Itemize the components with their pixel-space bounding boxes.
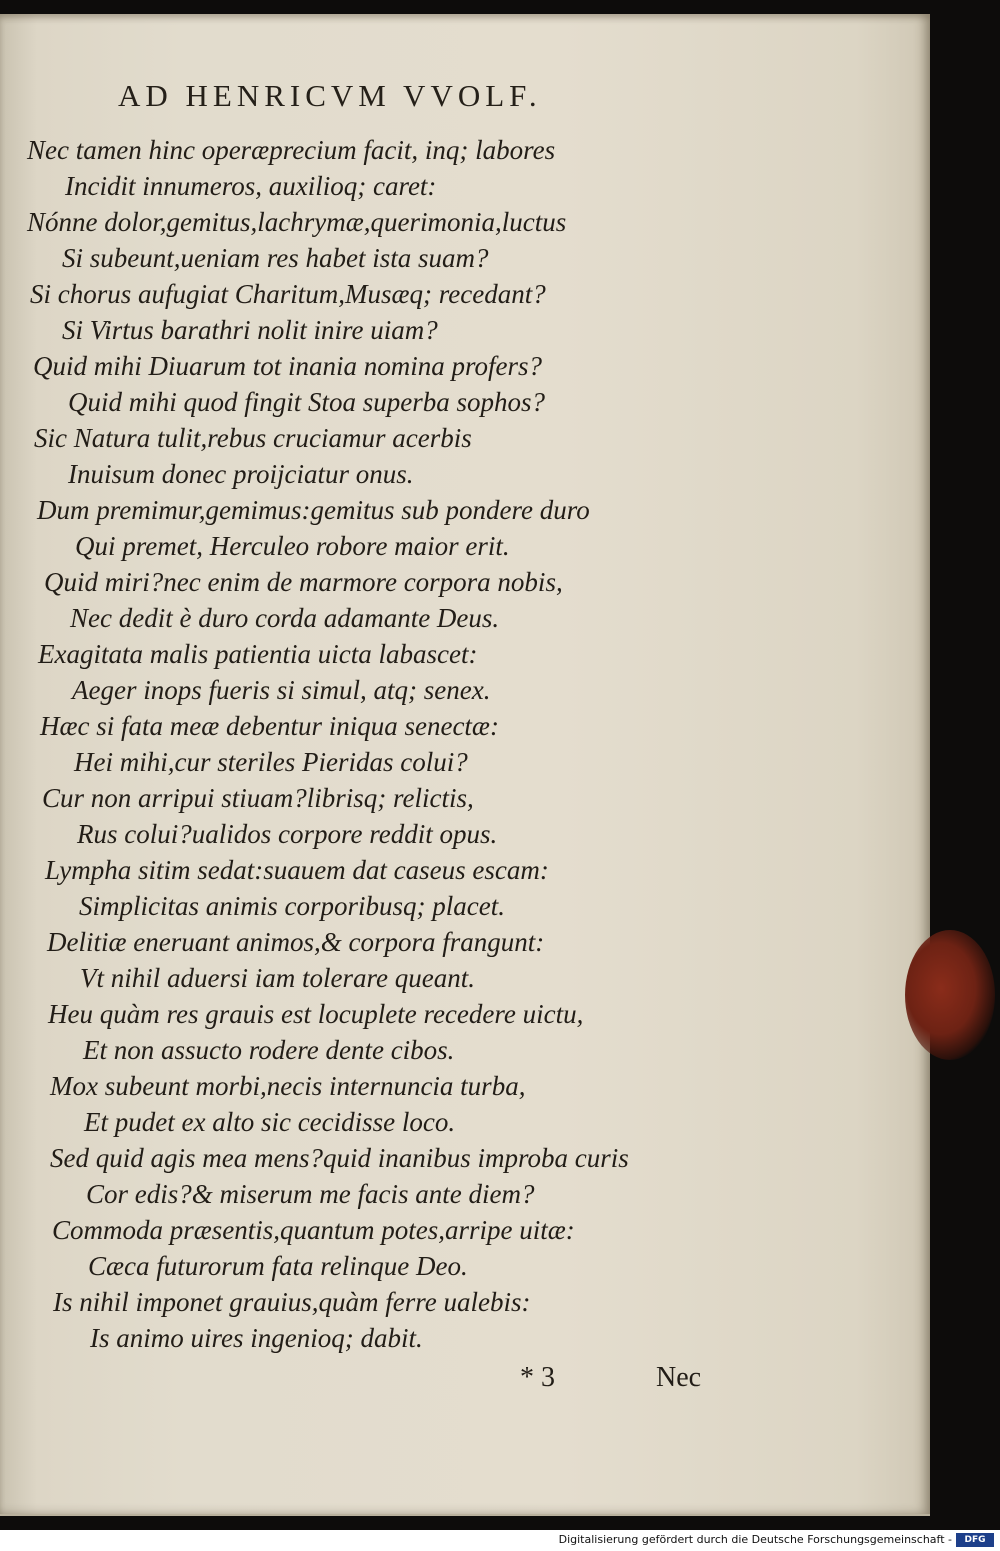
verse-line: Heu quàm res grauis est locuplete recedere uictu, — [48, 999, 584, 1029]
verse-line: Cæca futurorum fata relinque Deo. — [88, 1251, 468, 1281]
verse-line: Nec dedit è duro corda adamante Deus. — [70, 603, 500, 633]
verse-line: Incidit innumeros, auxilioq; caret: — [65, 171, 437, 201]
verse-line: Mox subeunt morbi,necis internuncia turba, — [50, 1071, 526, 1101]
verse-line: Commoda præsentis,quantum potes,arripe uitæ: — [52, 1215, 575, 1245]
dfg-logo: DFG — [956, 1533, 994, 1547]
verse-line: Et pudet ex alto sic cecidisse loco. — [84, 1107, 456, 1137]
running-title: AD HENRICVM VVOLF. — [118, 78, 542, 113]
verse-line: Et non assucto rodere dente cibos. — [83, 1035, 455, 1065]
verse-line: Cor edis?& miserum me facis ante diem? — [86, 1179, 535, 1209]
verse-line: Is nihil imponet grauius,quàm ferre ualebis: — [53, 1287, 531, 1317]
verse-line: Sic Natura tulit,rebus cruciamur acerbis — [34, 423, 472, 453]
funding-credit: Digitalisierung gefördert durch die Deutsche Forschungsgemeinschaft - — [558, 1533, 952, 1546]
verse-line: Sed quid agis mea mens?quid inanibus improba curis — [50, 1143, 629, 1173]
verse-line: Qui premet, Herculeo robore maior erit. — [75, 531, 510, 561]
verse-line: Inuisum donec proijciatur onus. — [68, 459, 414, 489]
verse-line: Quid mihi quod fingit Stoa superba sophos? — [68, 387, 546, 417]
verse-line: Hei mihi,cur steriles Pieridas colui? — [74, 747, 468, 777]
verse-line: Hæc si fata meæ debentur iniqua senectæ: — [40, 711, 499, 741]
signature-mark: * 3 — [520, 1362, 555, 1393]
verse-line: Exagitata malis patientia uicta labascet: — [38, 639, 478, 669]
verse-line: Quid miri?nec enim de marmore corpora nobis, — [44, 567, 563, 597]
verse-line: Aeger inops fueris si simul, atq; senex. — [72, 675, 491, 705]
page-stain — [905, 930, 995, 1060]
verse-line: Quid mihi Diuarum tot inania nomina profers? — [33, 351, 543, 381]
verse-line: Cur non arripui stiuam?librisq; relictis, — [42, 783, 474, 813]
verse-line: Delitiæ eneruant animos,& corpora frangunt: — [47, 927, 545, 957]
verse-line: Vt nihil aduersi iam tolerare queant. — [80, 963, 475, 993]
verse-line: Simplicitas animis corporibusq; placet. — [79, 891, 505, 921]
verse-line: Nec tamen hinc operæprecium facit, inq; labores — [27, 135, 556, 165]
verse-line: Rus colui?ualidos corpore reddit opus. — [77, 819, 498, 849]
verse-line: Si subeunt,ueniam res habet ista suam? — [62, 243, 489, 273]
footer-bar — [0, 1530, 1000, 1551]
verse-line: Si Virtus barathri nolit inire uiam? — [62, 315, 438, 345]
verse-line: Nónne dolor,gemitus,lachrymæ,querimonia,luctus — [27, 207, 567, 237]
verse-line: Lympha sitim sedat:suauem dat caseus escam: — [45, 855, 549, 885]
verse-line: Si chorus aufugiat Charitum,Musæq; recedant? — [30, 279, 546, 309]
verse-line: Dum premimur,gemimus:gemitus sub pondere duro — [37, 495, 590, 525]
catchword: Nec — [656, 1362, 702, 1393]
verse-line: Is animo uires ingenioq; dabit. — [90, 1323, 423, 1353]
